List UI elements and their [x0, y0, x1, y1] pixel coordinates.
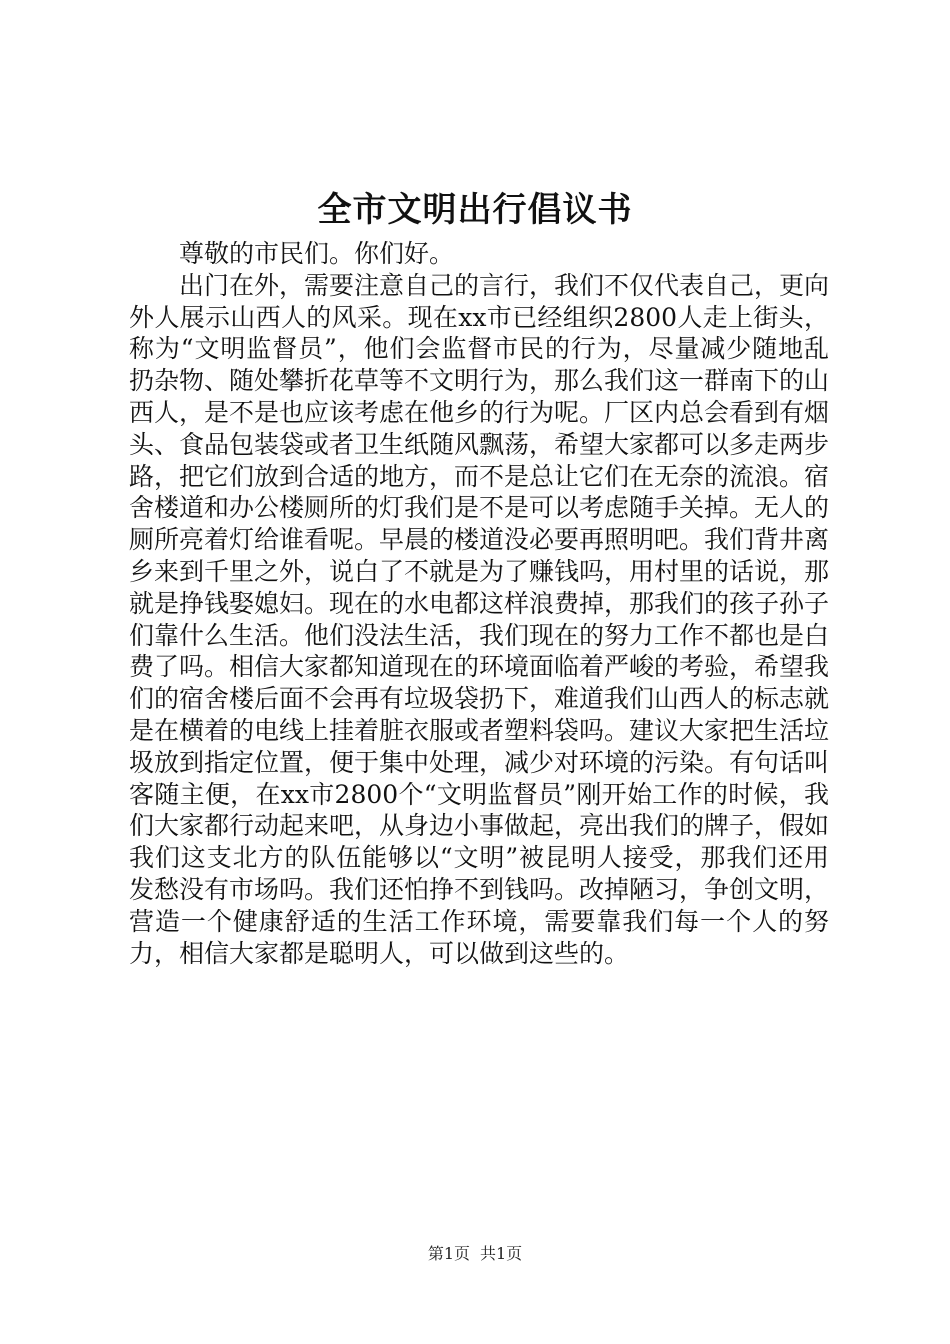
page-number: 第1页: [427, 1244, 470, 1263]
page-total: 共1页: [480, 1244, 523, 1263]
document-body: [129, 238, 829, 969]
page-footer: [0, 1243, 950, 1265]
salutation-paragraph: 尊敬的市民们。你们好。: [179, 239, 455, 268]
document-title: 全市文明出行倡议书: [317, 190, 633, 230]
body-paragraph: 出门在外，需要注意自己的言行，我们不仅代表自己，更向外人展示山西人的风采。现在xx市已经组织2800人走上街头，称为“文明监督员”，他们会监督市民的行为，尽量减少随地乱扔杂物、随处攀折花草等不文明行为，那么我们这一群南下的山西人，是不是也应该考虑在他乡的行为呢。厂区内总会看到有烟头、食品包装袋或者卫生纸随风飘荡，希望大家都可以多走两步路，把它们放到合适的地方，而不是总让它们在无奈的流浪。宿舍楼道和办公楼厕所的灯我们是不是可以考虑随手关掉。无人的厕所亮着灯给谁看呢。早晨的楼道没必要再照明吧。我们背井离乡来到千里之外，说白了不就是为了赚钱吗，用村里的话说，那就是挣钱娶媳妇。现在的水电都这样浪费掉，那我们的孩子孙子们靠什么生活。他们没法生活，我们现在的努力工作不都也是白费了吗。相信大家都知道现在的环境面临着严峻的考验，希望我们的宿舍楼后面不会再有垃圾袋扔下，难道我们山西人的标志就是在横着的电线上挂着脏衣服或者塑料袋吗。建议大家把生活垃圾放到指定位置，便于集中处理，减少对环境的污染。有句话叫客随主便，在xx市2800个“文明监督员”刚开始工作的时候，我们大家都行动起来吧，从身边小事做起，亮出我们的牌子，假如我们这支北方的队伍能够以“文明”被昆明人接受，那我们还用发愁没有市场吗。我们还怕挣不到钱吗。改掉陋习，争创文明，营造一个健康舒适的生活工作环境，需要靠我们每一个人的努力，相信大家都是聪明人，可以做到这些的。: [129, 270, 830, 968]
